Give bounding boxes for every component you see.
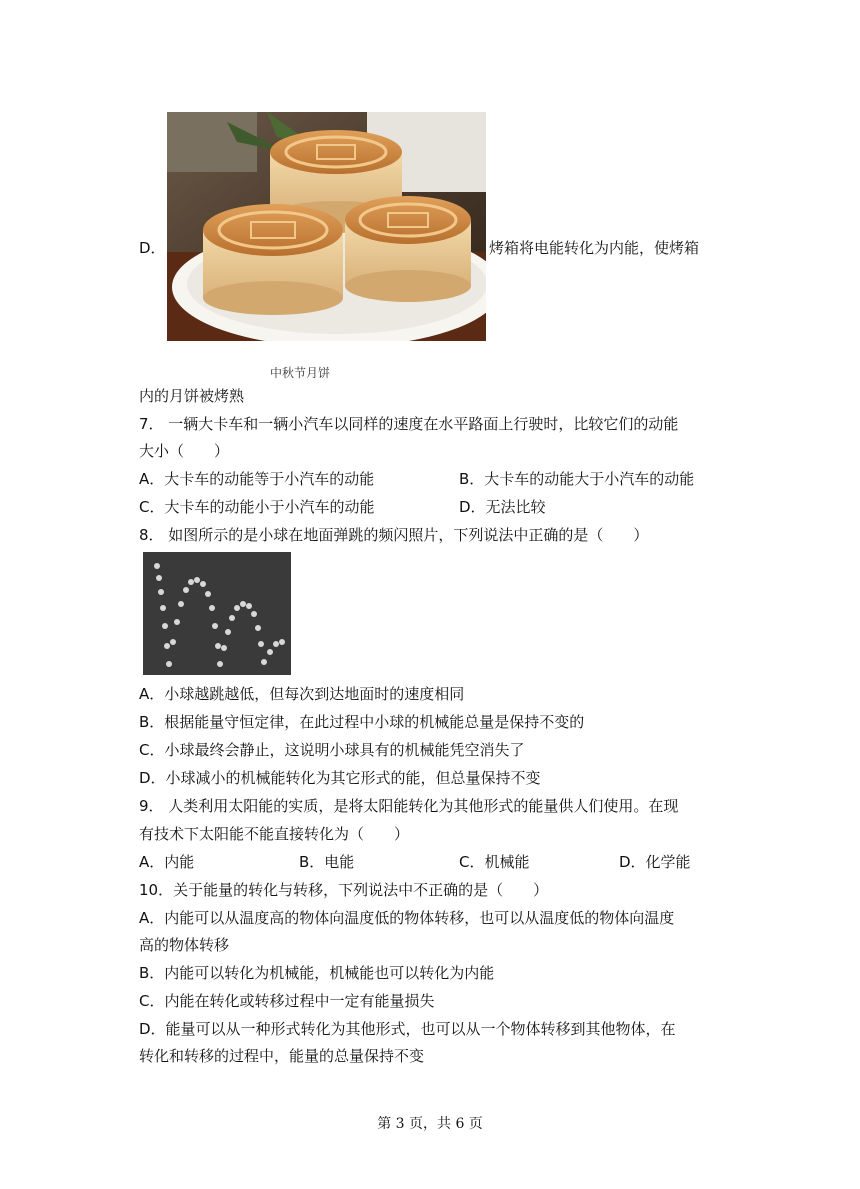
q8-option-c: C．小球最终会静止，这说明小球具有的机械能凭空消失了 [139,741,525,759]
q9-stem-line-1: 9． 人类利用太阳能的实质，是将太阳能转化为其他形式的能量供人们使用。在现 [139,797,679,815]
q7-stem-line-2: 大小（ ） [139,442,230,460]
q7-option-d: D．无法比较 [459,498,546,516]
q9-option-d: D．化学能 [619,853,691,871]
q10-option-c: C．内能在转化或转移过程中一定有能量损失 [139,992,435,1010]
q10-option-d-line-1: D．能量可以从一种形式转化为其他形式，也可以从一个物体转移到其他物体，在 [139,1020,676,1038]
q8-option-b: B．根据能量守恒定律，在此过程中小球的机械能总量是保持不变的 [139,713,585,731]
q8-stem: 8． 如图所示的是小球在地面弹跳的频闪照片，下列说法中正确的是（ ） [139,526,649,544]
q10-stem: 10．关于能量的转化与转移，下列说法中不正确的是（ ） [139,881,549,899]
q10-option-a-line-1: A．内能可以从温度高的物体向温度低的物体转移，也可以从温度低的物体向温度 [139,909,675,927]
q7-option-a: A．大卡车的动能等于小汽车的动能 [139,470,375,488]
page-footer: 第 3 页，共 6 页 [377,1116,483,1132]
q9-option-c: C．机械能 [459,853,530,871]
mooncake-caption: 中秋节月饼 [270,366,331,380]
mooncake-photo [167,112,486,341]
bouncing-ball-illustration [143,552,291,675]
q6-option-d-letter: D． [139,239,166,257]
mooncake-illustration [167,112,486,341]
q9-option-b: B．电能 [299,853,355,871]
bouncing-ball-photo [143,552,291,675]
q9-option-a: A．内能 [139,853,195,871]
q10-option-b: B．内能可以转化为机械能，机械能也可以转化为内能 [139,964,495,982]
q10-option-a-line-2: 高的物体转移 [139,936,230,954]
q7-stem-line-1: 7． 一辆大卡车和一辆小汽车以同样的速度在水平路面上行驶时，比较它们的动能 [139,415,679,433]
q7-option-c: C．大卡车的动能小于小汽车的动能 [139,498,375,516]
q10-option-d-line-2: 转化和转移的过程中，能量的总量保持不变 [139,1047,425,1065]
q6-option-d-text-1: 烤箱将电能转化为内能，使烤箱 [489,239,700,257]
q6-option-d-text-2: 内的月饼被烤熟 [139,387,245,405]
q8-option-a: A．小球越跳越低，但每次到达地面时的速度相同 [139,685,465,703]
q8-option-d: D．小球减小的机械能转化为其它形式的能，但总量保持不变 [139,769,541,787]
q9-stem-line-2: 有技术下太阳能不能直接转化为（ ） [139,825,410,843]
q7-option-b: B．大卡车的动能大于小汽车的动能 [459,470,695,488]
